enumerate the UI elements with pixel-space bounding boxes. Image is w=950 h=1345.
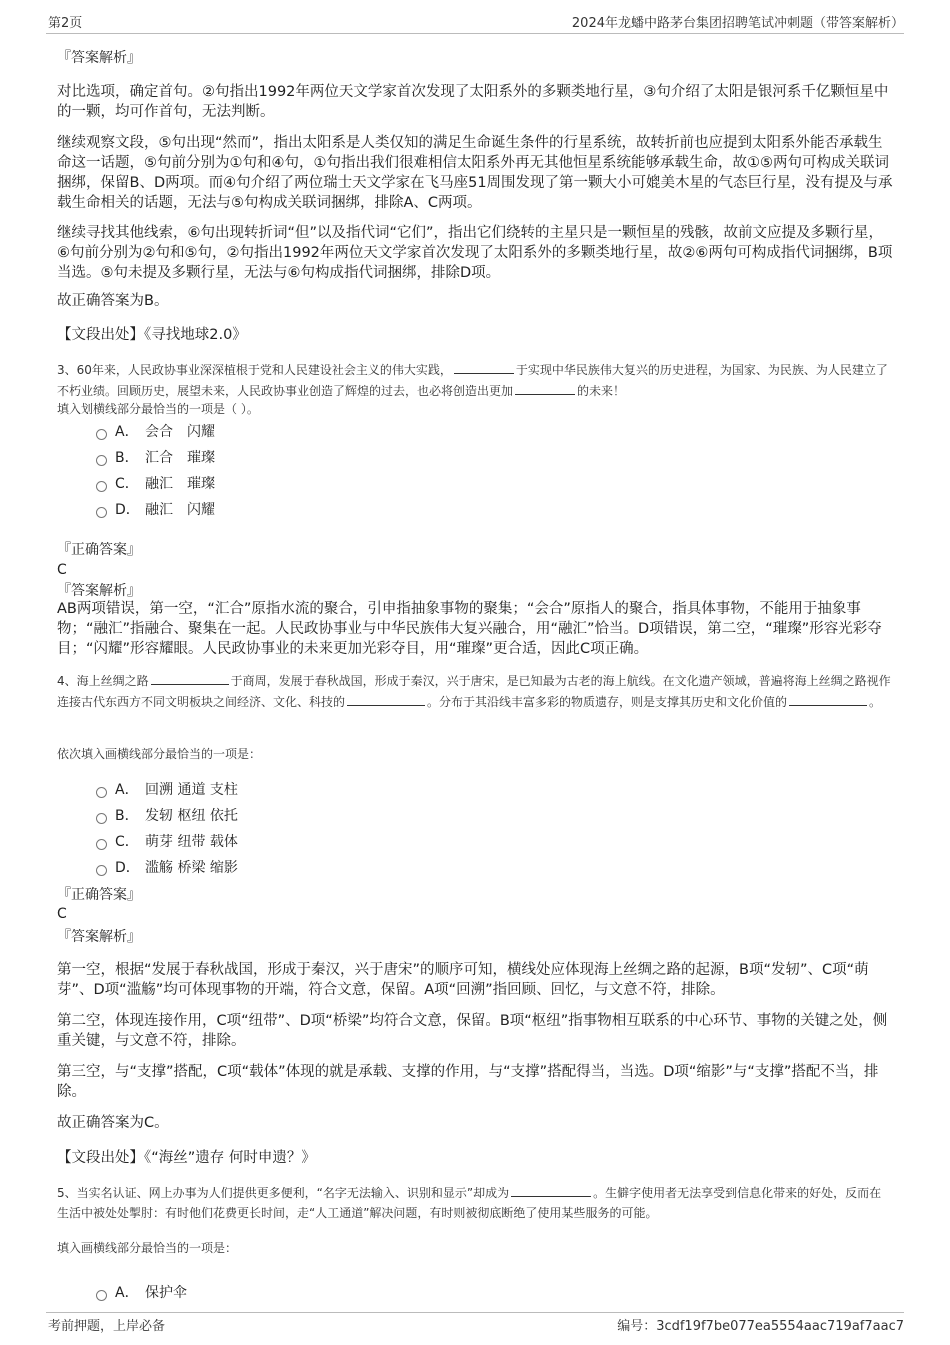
q2-source: 【文段出处】《寻找地球2.0》 [57, 327, 247, 343]
q4-stem: 4、海上丝绸之路 于商周，发展于春秋战国，形成于秦汉，兴于唐宋，是已知最为古老的海上航线。在文化遗产领域，普遍将海上丝绸之路视作连接古代东西方不同文明板块之间经济、文化、科技的 。分布于其沿线丰富多彩的物质遗存，则是支撑其历史和文化价值的 。 [57, 670, 893, 712]
q4-option-d[interactable]: D． 滥觞 桥梁 缩影 [96, 858, 238, 878]
page-header [48, 12, 904, 32]
q4-answer-conclusion: 故正确答案为C。 [57, 1115, 169, 1131]
radio-button[interactable] [96, 429, 107, 440]
q4-analysis-p3: 第三空，与“支撑”搭配，C项“载体”体现的就是承载、支撑的作用，与“支撑”搭配得当，当选。D项“缩影”与“支撑”搭配不当，排除。 [57, 1064, 879, 1100]
q5-option-a[interactable]: A． 保护伞 [96, 1283, 187, 1303]
q4-analysis-p1: 第一空，根据“发展于春秋战国，形成于秦汉，兴于唐宋”的顺序可知，横线处应体现海上丝绸之路的起源，B项“发轫”、C项“萌芽”、D项“滥觞”均可体现事物的开端，符合文意，保留。A项“回溯”指回顾、回忆，与文意不符，排除。 [57, 962, 869, 998]
q2-answer-conclusion: 故正确答案为B。 [57, 293, 169, 309]
q4-analysis-p2: 第二空，体现连接作用，C项“纽带”、D项“桥梁”均符合文意，保留。B项“枢纽”指事物相互联系的中心环节、事物的关键之处，侧重关键，与文意不符，排除。 [57, 1013, 888, 1049]
q3-answer: C [57, 562, 67, 578]
radio-button[interactable] [96, 813, 107, 824]
q4-blank-1 [151, 670, 229, 685]
radio-button[interactable] [96, 865, 107, 876]
q3-answer-label: 『正确答案』 [57, 542, 141, 558]
q3-option-d[interactable]: D． 融汇 闪耀 [96, 500, 215, 520]
q5-prompt: 填入画横线部分最恰当的一项是： [57, 1241, 238, 1255]
q4-source: 【文段出处】《“海丝”遗存 何时申遗？》 [57, 1150, 316, 1166]
q5-blank-1 [511, 1182, 591, 1197]
page-number: 第2页 [48, 16, 83, 31]
radio-button[interactable] [96, 455, 107, 466]
q3-analysis: AB两项错误，第一空，“汇合”原指水流的聚合，引申指抽象事物的聚集；“会合”原指人的聚合，指具体事物，不能用于抽象事物；“融汇”指融合、聚集在一起。人民政协事业与中华民族伟大复兴融合，用“融汇”恰当。D项错误，第二空，“璀璨”形容光彩夺目；“闪耀”形容耀眼。人民政协事业的未来更加光彩夺目，用“璀璨”更合适，因此C项正确。 [57, 601, 882, 657]
q4-answer-label: 『正确答案』 [57, 887, 141, 903]
q2-analysis-p3: 继续寻找其他线索，⑥句出现转折词“但”以及指代词“它们”，指出它们绕转的主星只是一颗恒星的残骸，故前文应提及多颗行星，⑥句前分别为②句和⑤句，②句指出1992年两位天文学家首次发现了太阳系外的多颗类地行星，故②⑥两句可构成指代词捆绑，B项当选。⑤句未提及多颗行星，无法与⑥句构成指代词捆绑，排除D项。 [57, 225, 893, 281]
q4-prompt: 依次填入画横线部分最恰当的一项是： [57, 747, 262, 761]
q2-analysis-label: 『答案解析』 [57, 50, 141, 66]
footer-slogan: 考前押题，上岸必备 [48, 1319, 166, 1334]
q3-prompt: 填入划横线部分最恰当的一项是（ ）。 [57, 402, 259, 416]
q3-stem: 3、60年来，人民政协事业深深植根于党和人民建设社会主义的伟大实践， 于实现中华民族伟大复兴的历史进程，为国家、为民族、为人民建立了不朽业绩。回顾历史，展望未来，人民政协事业创造了辉煌的过去，也必将创造出更加 的未来！ [57, 359, 893, 401]
radio-button[interactable] [96, 481, 107, 492]
q4-blank-3 [789, 691, 867, 706]
q4-option-b[interactable]: B． 发轫 枢纽 依托 [96, 806, 238, 826]
radio-button[interactable] [96, 507, 107, 518]
q4-blank-2 [347, 691, 425, 706]
q3-blank-2 [515, 380, 575, 395]
q4-option-a[interactable]: A． 回溯 通道 支柱 [96, 780, 238, 800]
document-id: 编号：3cdf19f7be077ea5554aac719af7aac7 [617, 1319, 904, 1334]
q3-analysis-label: 『答案解析』 [57, 583, 141, 599]
q2-analysis-p1: 对比选项，确定首句。②句指出1992年两位天文学家首次发现了太阳系外的多颗类地行星，③句介绍了太阳是银河系千亿颗恒星中的一颗，均可作首句，无法判断。 [57, 84, 889, 120]
q5-stem: 5、当实名认证、网上办事为人们提供更多便利，“名字无法输入、识别和显示”却成为 。生僻字使用者无法享受到信息化带来的好处，反而在生活中被处处掣肘：有时他们花费更长时间，走“人工通道”解决问题，有时则被彻底断绝了使用某些服务的可能。 [57, 1182, 893, 1223]
q3-blank-1 [454, 359, 514, 374]
radio-button[interactable] [96, 839, 107, 850]
q4-analysis-label: 『答案解析』 [57, 929, 141, 945]
radio-button[interactable] [96, 1290, 107, 1301]
q3-option-b[interactable]: B． 汇合 璀璨 [96, 448, 215, 468]
q2-analysis-p2: 继续观察文段，⑤句出现“然而”，指出太阳系是人类仅知的满足生命诞生条件的行星系统，故转折前也应提到太阳系外能否承载生命这一话题，⑤句前分别为①句和④句，①句指出我们很难相信太阳系外再无其他恒星系统能够承载生命，故①⑤两句可构成关联词捆绑，保留B、D两项。而④句介绍了两位瑞士天文学家在飞马座51周围发现了第一颗大小可媲美木星的气态巨行星，没有提及与承载生命相关的话题，无法与⑤句构成关联词捆绑，排除A、C两项。 [57, 135, 893, 211]
radio-button[interactable] [96, 787, 107, 798]
header-divider [46, 33, 904, 34]
document-title: 2024年龙蟠中路茅台集团招聘笔试冲刺题（带答案解析） [571, 16, 904, 31]
q3-option-c[interactable]: C． 融汇 璀璨 [96, 474, 215, 494]
q4-answer: C [57, 906, 67, 922]
q3-option-a[interactable]: A． 会合 闪耀 [96, 422, 215, 442]
footer-divider [46, 1312, 904, 1313]
q4-option-c[interactable]: C． 萌芽 纽带 载体 [96, 832, 238, 852]
